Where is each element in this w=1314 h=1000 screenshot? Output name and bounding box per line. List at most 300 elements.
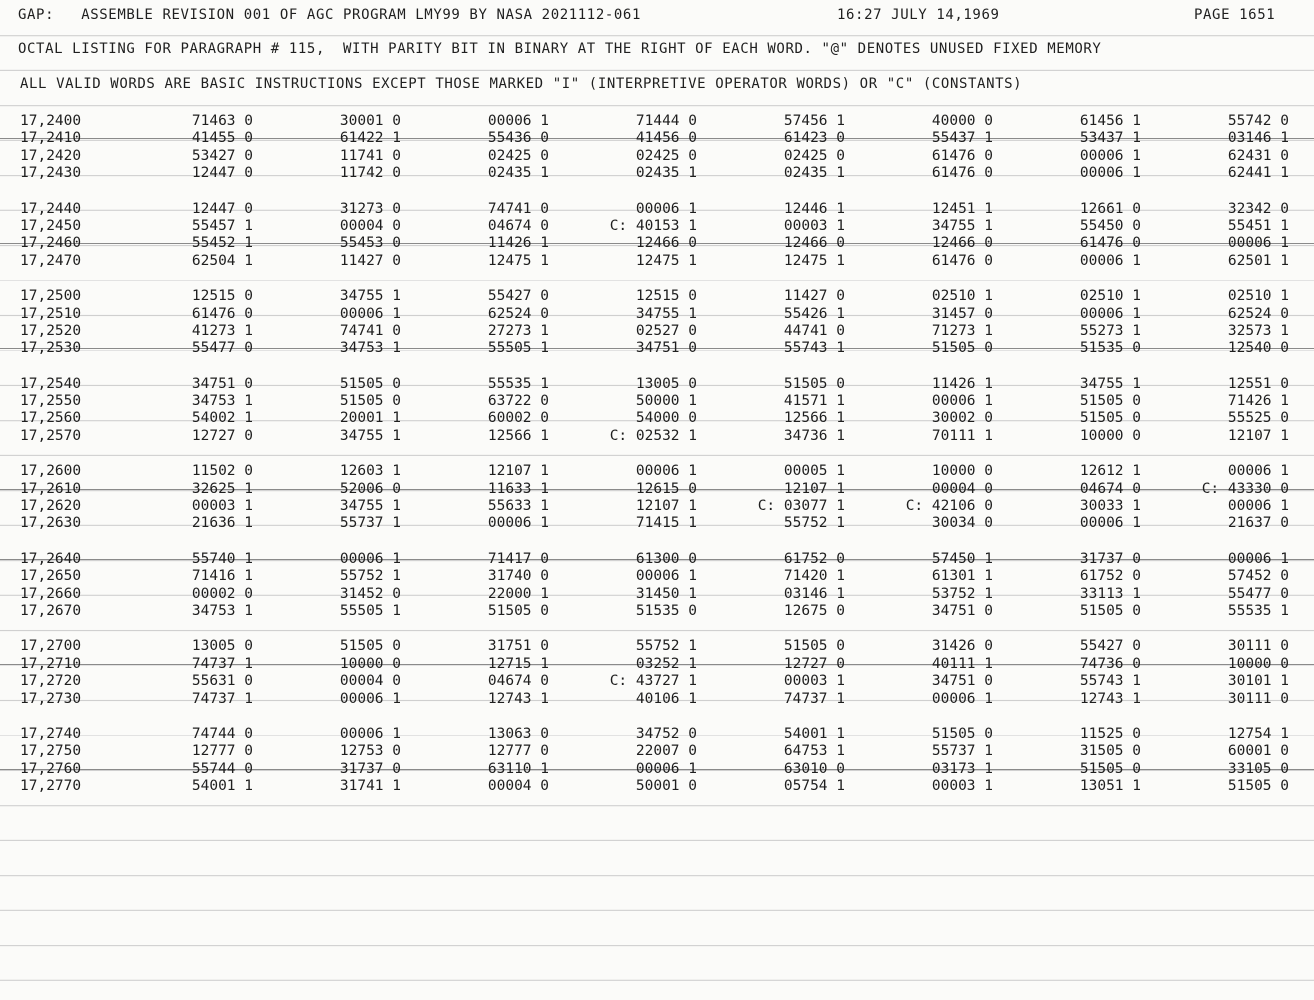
word-cell: 00002 0 <box>191 585 253 602</box>
word-cell: 12777 0 <box>191 743 253 760</box>
word-cell: 00004 0 <box>931 480 993 497</box>
word-cell: 51535 0 <box>635 602 697 619</box>
address-cell: 17,2600 <box>20 463 82 480</box>
word-cell: 54001 1 <box>191 778 253 795</box>
word-cell: 34755 1 <box>931 217 993 234</box>
word-cell: 55426 1 <box>783 305 845 322</box>
word-cell: 55743 1 <box>1079 673 1141 690</box>
word-cell: 74737 1 <box>191 655 253 672</box>
word-cell: 31457 0 <box>931 305 993 322</box>
word-cell: 62431 0 <box>1227 147 1289 164</box>
word-cell: 55427 0 <box>1079 638 1141 655</box>
word-cell: 03146 1 <box>1227 130 1289 147</box>
word-cell: 51505 0 <box>487 602 549 619</box>
word-cell: 31426 0 <box>931 638 993 655</box>
word-cell: 02435 1 <box>487 165 549 182</box>
word-cell: 05754 1 <box>783 778 845 795</box>
word-cell: 31273 0 <box>339 200 401 217</box>
word-cell: 34751 0 <box>191 375 253 392</box>
word-cell: 34753 1 <box>191 602 253 619</box>
listing-row <box>0 673 1314 690</box>
word-cell: 55535 1 <box>1227 602 1289 619</box>
word-cell: 51505 0 <box>1079 602 1141 619</box>
word-cell: 12754 1 <box>1227 725 1289 742</box>
page-number: PAGE 1651 <box>1194 7 1276 23</box>
word-cell: 00006 1 <box>1227 463 1289 480</box>
word-cell: C: 40153 1 <box>609 217 697 234</box>
word-cell: 22000 1 <box>487 585 549 602</box>
word-cell: 53427 0 <box>191 147 253 164</box>
word-cell: 22007 0 <box>635 743 697 760</box>
word-cell: 00006 1 <box>1079 515 1141 532</box>
word-cell: 12447 0 <box>191 200 253 217</box>
word-cell: 55740 1 <box>191 550 253 567</box>
address-cell: 17,2520 <box>20 322 82 339</box>
word-cell: 34755 1 <box>339 288 401 305</box>
word-cell: 55453 0 <box>339 235 401 252</box>
word-cell: 34751 0 <box>931 673 993 690</box>
word-cell: 33105 0 <box>1227 760 1289 777</box>
word-cell: 62524 0 <box>1227 305 1289 322</box>
listing-row <box>0 603 1314 620</box>
word-cell: 61476 0 <box>931 252 993 269</box>
word-cell: 00004 0 <box>339 217 401 234</box>
word-cell: 21637 0 <box>1227 515 1289 532</box>
word-cell: 63722 0 <box>487 393 549 410</box>
word-cell: 51505 0 <box>339 375 401 392</box>
word-cell: 12675 0 <box>783 602 845 619</box>
address-cell: 17,2760 <box>20 760 82 777</box>
word-cell: 11633 1 <box>487 480 549 497</box>
word-cell: 00006 1 <box>1079 305 1141 322</box>
word-cell: 31450 1 <box>635 585 697 602</box>
word-cell: 11427 0 <box>783 288 845 305</box>
word-cell: 11742 0 <box>339 165 401 182</box>
word-cell: 21636 1 <box>191 515 253 532</box>
word-cell: 32573 1 <box>1227 322 1289 339</box>
word-cell: 12603 1 <box>339 463 401 480</box>
address-cell: 17,2530 <box>20 340 82 357</box>
word-cell: 12743 1 <box>1079 690 1141 707</box>
listing-group <box>0 726 1314 796</box>
word-cell: 11426 1 <box>487 235 549 252</box>
word-cell: 12515 0 <box>635 288 697 305</box>
word-cell: 51505 0 <box>931 340 993 357</box>
word-cell: 00006 1 <box>339 305 401 322</box>
word-cell: 55436 0 <box>487 130 549 147</box>
address-cell: 17,2470 <box>20 252 82 269</box>
listing-row <box>0 761 1314 778</box>
word-cell: 34755 1 <box>635 305 697 322</box>
address-cell: 17,2570 <box>20 427 82 444</box>
program-title: GAP: ASSEMBLE REVISION 001 OF AGC PROGRAM LMY99 BY NASA 2021112-061 <box>18 7 641 23</box>
word-cell: 31751 0 <box>487 638 549 655</box>
word-cell: 10000 0 <box>1227 655 1289 672</box>
word-cell: 12475 1 <box>783 252 845 269</box>
word-cell: 51505 0 <box>1079 760 1141 777</box>
address-cell: 17,2460 <box>20 235 82 252</box>
word-cell: 00006 1 <box>339 550 401 567</box>
listing-description: OCTAL LISTING FOR PARAGRAPH # 115, WITH PARITY BIT IN BINARY AT THE RIGHT OF EACH WORD. "@" DENOTES UNUSED FIXED MEMORY <box>18 41 1102 57</box>
word-cell: 03252 1 <box>635 655 697 672</box>
word-cell: 00006 1 <box>487 515 549 532</box>
word-cell: 51505 0 <box>339 393 401 410</box>
word-cell: 30002 0 <box>931 410 993 427</box>
listing-row <box>0 148 1314 165</box>
listing-row <box>0 463 1314 480</box>
word-legend: ALL VALID WORDS ARE BASIC INSTRUCTIONS EXCEPT THOSE MARKED "I" (INTERPRETIVE OPERATOR WORDS) OR "C" (CONSTANTS) <box>20 76 1023 92</box>
word-cell: 41273 1 <box>191 322 253 339</box>
word-cell: 61476 0 <box>931 147 993 164</box>
word-cell: 00006 1 <box>1079 147 1141 164</box>
word-cell: 12466 0 <box>783 235 845 252</box>
word-cell: 55457 1 <box>191 217 253 234</box>
word-cell: 11525 0 <box>1079 725 1141 742</box>
word-cell: 54001 1 <box>783 725 845 742</box>
word-cell: 71416 1 <box>191 568 253 585</box>
word-cell: 13005 0 <box>191 638 253 655</box>
word-cell: 60001 0 <box>1227 743 1289 760</box>
address-cell: 17,2560 <box>20 410 82 427</box>
word-cell: C: 42106 0 <box>905 498 993 515</box>
word-cell: 12475 1 <box>487 252 549 269</box>
address-cell: 17,2660 <box>20 585 82 602</box>
word-cell: 02425 0 <box>783 147 845 164</box>
address-cell: 17,2720 <box>20 673 82 690</box>
listing-group <box>0 463 1314 533</box>
listing-row <box>0 481 1314 498</box>
word-cell: 34755 1 <box>1079 375 1141 392</box>
listing-group <box>0 113 1314 183</box>
word-cell: 10000 0 <box>931 463 993 480</box>
word-cell: 12566 1 <box>487 427 549 444</box>
word-cell: 00006 1 <box>1227 235 1289 252</box>
word-cell: 00003 1 <box>931 778 993 795</box>
word-cell: 55505 1 <box>487 340 549 357</box>
word-cell: 55535 1 <box>487 375 549 392</box>
word-cell: 50001 0 <box>635 778 697 795</box>
address-cell: 17,2430 <box>20 165 82 182</box>
word-cell: 51505 0 <box>1227 778 1289 795</box>
word-cell: 12466 0 <box>931 235 993 252</box>
word-cell: 00006 1 <box>931 393 993 410</box>
listing-row <box>0 323 1314 340</box>
word-cell: 57456 1 <box>783 113 845 129</box>
header-line-3 <box>0 76 1314 98</box>
word-cell: 30001 0 <box>339 113 401 129</box>
word-cell: 02527 0 <box>635 322 697 339</box>
word-cell: 34752 0 <box>635 725 697 742</box>
word-cell: 31505 0 <box>1079 743 1141 760</box>
address-cell: 17,2550 <box>20 393 82 410</box>
listing-row <box>0 393 1314 410</box>
address-cell: 17,2440 <box>20 200 82 217</box>
listing-row <box>0 113 1314 130</box>
word-cell: 55742 0 <box>1227 113 1289 129</box>
word-cell: 12551 0 <box>1227 375 1289 392</box>
word-cell: 12466 0 <box>635 235 697 252</box>
word-cell: 31452 0 <box>339 585 401 602</box>
word-cell: 55743 1 <box>783 340 845 357</box>
word-cell: 40106 1 <box>635 690 697 707</box>
word-cell: 13005 0 <box>635 375 697 392</box>
word-cell: 30101 1 <box>1227 673 1289 690</box>
word-cell: 03146 1 <box>783 585 845 602</box>
word-cell: 31740 0 <box>487 568 549 585</box>
word-cell: 02510 1 <box>1079 288 1141 305</box>
word-cell: 61476 0 <box>1079 235 1141 252</box>
word-cell: 40000 0 <box>931 113 993 129</box>
word-cell: 12661 0 <box>1079 200 1141 217</box>
listing-row <box>0 235 1314 252</box>
word-cell: 53437 1 <box>1079 130 1141 147</box>
word-cell: 00006 1 <box>931 690 993 707</box>
word-cell: 55452 1 <box>191 235 253 252</box>
word-cell: 00006 1 <box>635 463 697 480</box>
listing-row <box>0 515 1314 532</box>
word-cell: 03173 1 <box>931 760 993 777</box>
word-cell: 41456 0 <box>635 130 697 147</box>
word-cell: 12475 1 <box>635 252 697 269</box>
word-cell: 54000 0 <box>635 410 697 427</box>
word-cell: 51535 0 <box>1079 340 1141 357</box>
word-cell: 55525 0 <box>1227 410 1289 427</box>
word-cell: 02435 1 <box>783 165 845 182</box>
word-cell: C: 43727 1 <box>609 673 697 690</box>
word-cell: 02425 0 <box>487 147 549 164</box>
listing-group <box>0 638 1314 708</box>
word-cell: 04674 0 <box>487 217 549 234</box>
word-cell: 00006 1 <box>1227 498 1289 515</box>
listing-row <box>0 551 1314 568</box>
word-cell: 55737 1 <box>931 743 993 760</box>
word-cell: 55477 0 <box>1227 585 1289 602</box>
word-cell: 55437 1 <box>931 130 993 147</box>
word-cell: 71426 1 <box>1227 393 1289 410</box>
word-cell: 62501 1 <box>1227 252 1289 269</box>
word-cell: 12612 1 <box>1079 463 1141 480</box>
word-cell: 70111 1 <box>931 427 993 444</box>
word-cell: 55273 1 <box>1079 322 1141 339</box>
word-cell: 04674 0 <box>487 673 549 690</box>
word-cell: 34751 0 <box>931 602 993 619</box>
listing-row <box>0 376 1314 393</box>
listing-row <box>0 778 1314 795</box>
word-cell: 55427 0 <box>487 288 549 305</box>
word-cell: 55451 1 <box>1227 217 1289 234</box>
word-cell: 20001 1 <box>339 410 401 427</box>
word-cell: 62524 0 <box>487 305 549 322</box>
word-cell: 61476 0 <box>191 305 253 322</box>
word-cell: 60002 0 <box>487 410 549 427</box>
word-cell: 71273 1 <box>931 322 993 339</box>
listing-group <box>0 376 1314 446</box>
octal-listing <box>0 113 1314 814</box>
word-cell: 61423 0 <box>783 130 845 147</box>
word-cell: 74737 1 <box>783 690 845 707</box>
word-cell: 41455 0 <box>191 130 253 147</box>
listing-row <box>0 410 1314 427</box>
word-cell: 63010 0 <box>783 760 845 777</box>
word-cell: 55744 0 <box>191 760 253 777</box>
address-cell: 17,2450 <box>20 217 82 234</box>
word-cell: C: 03077 1 <box>757 498 845 515</box>
word-cell: 71420 1 <box>783 568 845 585</box>
word-cell: 00006 1 <box>1079 165 1141 182</box>
address-cell: 17,2710 <box>20 655 82 672</box>
word-cell: 00006 1 <box>1079 252 1141 269</box>
word-cell: 57450 1 <box>931 550 993 567</box>
word-cell: 74737 1 <box>191 690 253 707</box>
word-cell: 02510 1 <box>1227 288 1289 305</box>
word-cell: 12451 1 <box>931 200 993 217</box>
address-cell: 17,2700 <box>20 638 82 655</box>
address-cell: 17,2620 <box>20 498 82 515</box>
listing-row <box>0 253 1314 270</box>
word-cell: 10000 0 <box>1079 427 1141 444</box>
word-cell: 11427 0 <box>339 252 401 269</box>
listing-row <box>0 498 1314 515</box>
address-cell: 17,2510 <box>20 305 82 322</box>
word-cell: 12540 0 <box>1227 340 1289 357</box>
word-cell: 52006 0 <box>339 480 401 497</box>
word-cell: 55633 1 <box>487 498 549 515</box>
address-cell: 17,2740 <box>20 725 82 742</box>
word-cell: 61301 1 <box>931 568 993 585</box>
address-cell: 17,2400 <box>20 113 82 129</box>
word-cell: 12107 1 <box>783 480 845 497</box>
word-cell: 74741 0 <box>339 322 401 339</box>
word-cell: 12515 0 <box>191 288 253 305</box>
word-cell: 12777 0 <box>487 743 549 760</box>
address-cell: 17,2670 <box>20 602 82 619</box>
word-cell: 00006 1 <box>487 113 549 129</box>
listing-row <box>0 165 1314 182</box>
word-cell: 55752 1 <box>339 568 401 585</box>
word-cell: 57452 0 <box>1227 568 1289 585</box>
word-cell: 74744 0 <box>191 725 253 742</box>
word-cell: 55752 1 <box>783 515 845 532</box>
word-cell: 02435 1 <box>635 165 697 182</box>
word-cell: 00003 1 <box>191 498 253 515</box>
word-cell: C: 43330 0 <box>1201 480 1289 497</box>
word-cell: 13063 0 <box>487 725 549 742</box>
word-cell: 11741 0 <box>339 147 401 164</box>
word-cell: 51505 0 <box>1079 410 1141 427</box>
word-cell: 12727 0 <box>783 655 845 672</box>
word-cell: 55737 1 <box>339 515 401 532</box>
word-cell: 51505 0 <box>783 638 845 655</box>
address-cell: 17,2640 <box>20 550 82 567</box>
word-cell: 00003 1 <box>783 673 845 690</box>
listing-row <box>0 288 1314 305</box>
word-cell: 71417 0 <box>487 550 549 567</box>
word-cell: 32625 1 <box>191 480 253 497</box>
word-cell: 00006 1 <box>1227 550 1289 567</box>
word-cell: 11426 1 <box>931 375 993 392</box>
word-cell: 32342 0 <box>1227 200 1289 217</box>
word-cell: 31737 0 <box>339 760 401 777</box>
word-cell: 12727 0 <box>191 427 253 444</box>
word-cell: 00004 0 <box>487 778 549 795</box>
word-cell: 55505 1 <box>339 602 401 619</box>
word-cell: 61300 0 <box>635 550 697 567</box>
listing-row <box>0 743 1314 760</box>
word-cell: 30111 0 <box>1227 638 1289 655</box>
listing-group <box>0 288 1314 358</box>
word-cell: 51505 0 <box>1079 393 1141 410</box>
word-cell: 61476 0 <box>931 165 993 182</box>
word-cell: 61752 0 <box>783 550 845 567</box>
word-cell: 62504 1 <box>191 252 253 269</box>
word-cell: 12107 1 <box>487 463 549 480</box>
word-cell: 64753 1 <box>783 743 845 760</box>
listing-row <box>0 218 1314 235</box>
word-cell: 12753 0 <box>339 743 401 760</box>
listing-row <box>0 586 1314 603</box>
address-cell: 17,2410 <box>20 130 82 147</box>
word-cell: 40111 1 <box>931 655 993 672</box>
listing-row <box>0 428 1314 445</box>
address-cell: 17,2630 <box>20 515 82 532</box>
word-cell: 10000 0 <box>339 655 401 672</box>
word-cell: 31737 0 <box>1079 550 1141 567</box>
word-cell: 12743 1 <box>487 690 549 707</box>
word-cell: 00006 1 <box>339 690 401 707</box>
word-cell: 55450 0 <box>1079 217 1141 234</box>
word-cell: 12447 0 <box>191 165 253 182</box>
word-cell: 71463 0 <box>191 113 253 129</box>
word-cell: 71444 0 <box>635 113 697 129</box>
address-cell: 17,2540 <box>20 375 82 392</box>
word-cell: 63110 1 <box>487 760 549 777</box>
word-cell: 12107 1 <box>1227 427 1289 444</box>
listing-row <box>0 130 1314 147</box>
address-cell: 17,2750 <box>20 743 82 760</box>
word-cell: 62441 1 <box>1227 165 1289 182</box>
word-cell: 34753 1 <box>191 393 253 410</box>
word-cell: 34736 1 <box>783 427 845 444</box>
listing-row <box>0 656 1314 673</box>
word-cell: 55477 0 <box>191 340 253 357</box>
word-cell: 00004 0 <box>339 673 401 690</box>
word-cell: 34751 0 <box>635 340 697 357</box>
word-cell: 00006 1 <box>635 760 697 777</box>
word-cell: 04674 0 <box>1079 480 1141 497</box>
word-cell: 41571 1 <box>783 393 845 410</box>
address-cell: 17,2770 <box>20 778 82 795</box>
word-cell: 55631 0 <box>191 673 253 690</box>
word-cell: 51505 0 <box>783 375 845 392</box>
listing-row <box>0 568 1314 585</box>
listing-row <box>0 306 1314 323</box>
listing-row <box>0 340 1314 357</box>
timestamp: 16:27 JULY 14,1969 <box>837 7 1000 23</box>
word-cell: 50000 1 <box>635 393 697 410</box>
word-cell: 12566 1 <box>783 410 845 427</box>
word-cell: 02510 1 <box>931 288 993 305</box>
listing-row <box>0 201 1314 218</box>
listing-row <box>0 691 1314 708</box>
word-cell: 74736 0 <box>1079 655 1141 672</box>
word-cell: 44741 0 <box>783 322 845 339</box>
word-cell: 55752 1 <box>635 638 697 655</box>
word-cell: 02425 0 <box>635 147 697 164</box>
address-cell: 17,2420 <box>20 147 82 164</box>
word-cell: 12615 0 <box>635 480 697 497</box>
word-cell: 61456 1 <box>1079 113 1141 129</box>
word-cell: 00006 1 <box>635 568 697 585</box>
